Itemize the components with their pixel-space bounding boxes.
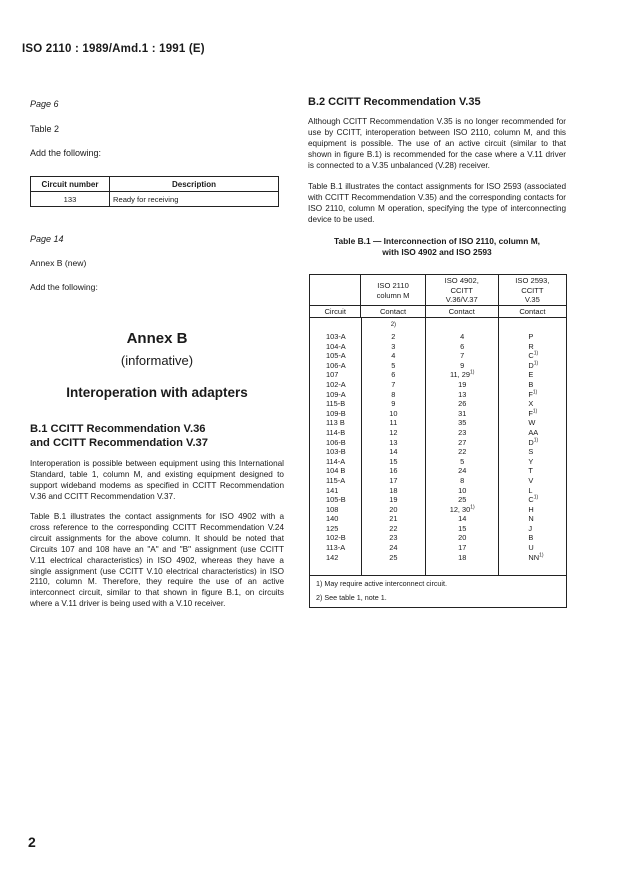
table-b1-iso2593-cell: X: [528, 399, 534, 409]
table-b1-iso2110-cell: 24: [389, 543, 398, 553]
table-b1-circuit-cell: 140: [326, 514, 339, 524]
table2-header-circuit: Circuit number: [31, 177, 110, 192]
table-b1-iso2110-cell: 21: [389, 514, 398, 524]
footnote-ref: 1): [470, 504, 475, 511]
table-b1-iso4902-cell: 17: [458, 543, 467, 553]
table-b1-iso2110-cell: 22: [389, 523, 398, 533]
table-b1-iso2110-cell: 10: [389, 408, 398, 418]
section-b1-heading-line1: B.1 CCITT Recommendation V.36: [30, 423, 206, 435]
table-b1-header-circuit-cell: [310, 275, 360, 317]
table-b1-header-iso2110: ISO 2110 column M: [376, 281, 410, 300]
table-b1-iso2593-cell: W: [528, 418, 536, 428]
document-header: ISO 2110 : 1989/Amd.1 : 1991 (E): [22, 43, 205, 55]
table-b1-iso4902-cell: 6: [460, 341, 465, 351]
table-b1-iso2110-cell: 17: [389, 475, 398, 485]
annex-subtitle: (informative): [120, 353, 194, 368]
table2-cell-description: Ready for receiving: [110, 192, 279, 207]
table-b1-title-line1: Table B.1 — Interconnection of ISO 2110, column M,: [334, 236, 540, 246]
table2-cell-circuit: 133: [31, 192, 110, 207]
table-b1-title: [308, 236, 566, 258]
b2-paragraph-1: Although CCITT Recommendation V.35 is no longer recommended for use by CCITT, interoperation between ISO 2110, column M, and this equipment is possible. The use of an active circuit (similar to that shown in figure B.1) is recommended for the case where a V.11 driver is connected to a V.35 unbalanced (V.28) receiver.: [308, 117, 566, 170]
table-b1-iso2593-cell: $F^{1)}$: [528, 389, 538, 399]
table-b1-iso2110-cell: 2: [391, 332, 396, 341]
table-b1-col-circuit: [310, 318, 361, 575]
table-b1-col-iso2593: [498, 318, 566, 575]
table-b1-iso2110-cell: 12: [389, 427, 398, 437]
table-b1-iso4902-cell: 20: [458, 533, 467, 543]
table-b1-iso2110-cell: 20: [389, 504, 398, 514]
table-b1-iso4902-cell: 7: [460, 351, 465, 361]
table-b1-iso2110-cell: 6: [391, 370, 396, 380]
table-b1-iso2593-cell: $F^{1)}$: [528, 408, 538, 418]
annex-title: Annex B: [126, 330, 188, 347]
table-b1-header-circuit: Circuit: [310, 305, 360, 317]
footnote-ref: 1): [533, 350, 539, 357]
table-b1-header-iso2110-cell: [360, 275, 424, 317]
footnote-ref: 1): [533, 494, 539, 501]
table-b1-iso2110-cell: 16: [389, 466, 398, 476]
table-b1-iso2593-cell: L: [528, 485, 533, 495]
table-b1-circuit-cell: 109-A: [326, 389, 346, 399]
table-b1-iso2593-cell: $C^{1)}$: [528, 494, 539, 505]
table-b1-iso2593-cell: B: [528, 533, 534, 543]
table-b1-circuit-cell: 114-A: [326, 456, 346, 466]
table-2: [30, 176, 279, 207]
table-b1-iso2110-cell: 13: [389, 437, 398, 447]
table-b1-iso4902-cell: 19: [458, 379, 467, 389]
table-b1-circuit-cell: 107: [326, 370, 339, 380]
table-b1-iso4902-cell: 24: [458, 466, 467, 476]
table-b1-iso2110-cell: 9: [391, 399, 396, 409]
table-b1-iso2593-cell: AA: [528, 427, 539, 437]
table-b1-iso2110-cell: 18: [389, 485, 398, 495]
table-b1-circuit-cell: 142: [326, 552, 339, 562]
table-b1-iso2110-cell: 4: [391, 351, 396, 361]
table-b1-header-iso4902: ISO 4902, CCITT V.36/V.37: [444, 276, 479, 304]
table-b1-header-contact-3: Contact: [499, 305, 566, 317]
table-b1-iso2110-cell: 7: [391, 379, 396, 389]
table-b1-iso2593-cell: E: [528, 370, 534, 380]
table-b1-iso4902-cell: 4: [460, 332, 465, 341]
table-b1-iso4902-cell: 23: [458, 427, 467, 437]
page-ref-6: Page 6: [30, 99, 59, 109]
table-b1-iso2593-cell: H: [528, 504, 534, 514]
table-b1-iso4902-cell: 10: [458, 485, 467, 495]
table-b1-iso2110-cell: 5: [391, 360, 396, 370]
table-b1-iso4902-cell: 5: [460, 456, 465, 466]
table-b1-col-iso4902: [425, 318, 498, 575]
table-b1-header-contact-1: Contact: [361, 305, 424, 317]
table-b1-iso2110-cell: 19: [389, 495, 398, 505]
table-b1-iso2593-cell: J: [528, 523, 533, 533]
table-b1-circuit-cell: 114-B: [326, 427, 346, 437]
table-b1-iso4902-cell: 11, 29$^{1)}$: [449, 369, 475, 380]
add-following-text: Add the following:: [30, 148, 102, 158]
footnote-ref: 1): [532, 408, 538, 415]
table-b1-iso2593-cell: R: [528, 341, 534, 351]
table-b1-title-line2: with ISO 4902 and ISO 2593: [382, 247, 492, 257]
table-b1-circuit-cell: 109-B: [326, 408, 346, 418]
table-b1-circuit-cell: 103-A: [326, 332, 346, 341]
table-b1-iso2593-cell: Y: [528, 456, 534, 466]
table-b1-circuit-cell: 105-B: [326, 495, 346, 505]
page-number: 2: [28, 834, 36, 850]
table-b1-iso4902-cell: 22: [458, 447, 467, 457]
table-b1-iso2110-cell: 11: [389, 418, 398, 428]
table-b1-iso2110-cell: 25: [389, 552, 398, 562]
table-b1-circuit-cell: 115-B: [326, 399, 346, 409]
table-b1-note-2: 2) See table 1, note 1.: [316, 593, 387, 602]
table-b1-iso2110-cell: 3: [391, 341, 396, 351]
b2-paragraph-2: Table B.1 illustrates the contact assignments for ISO 2593 (associated with CCITT Recommendation V.35) and the corresponding contacts for ISO 2110, column M operation, specifying the type of interconnecting device to be used.: [308, 182, 566, 224]
table-b1-header-iso2593-cell: [498, 275, 566, 317]
table-b1-iso2110-cell: 23: [389, 533, 398, 543]
table-b1-iso4902-cell: 15: [458, 523, 467, 533]
table-b1-body: [310, 318, 566, 576]
page-ref-14: Page 14: [30, 234, 64, 244]
footnote-ref: 1): [533, 437, 539, 444]
table-b1-iso4902-cell: 35: [458, 418, 467, 428]
table-b1-circuit-cell: 104 B: [326, 466, 346, 476]
table-b1-iso4902-cell: 27: [458, 437, 467, 447]
table-b1-iso2593-cell: T: [528, 466, 533, 476]
table-b1-col-iso2110-values: [362, 332, 425, 562]
footnote-ref: 1): [469, 369, 475, 376]
b1-paragraph-1: Interoperation is possible between equipment using this International Standard, table 1, column M, and existing equipment designed to support wideband modems as specified in CCITT Recommendation V.36 and CCITT Recommendation V.37.: [30, 459, 284, 501]
table-b1-circuit-cell: 103-B: [326, 447, 346, 457]
section-b1-heading: [30, 422, 284, 450]
table2-header-description: Description: [110, 177, 279, 192]
table-b1-iso2110-cell: 8: [391, 389, 396, 399]
table-b1-circuit-cell: 104-A: [326, 341, 346, 351]
table-b1-header-iso4902-cell: [425, 275, 498, 317]
table-b1-iso2593-cell: NN$^{1)}$: [528, 552, 544, 562]
footnote-ref: 1): [532, 389, 538, 396]
table-b1-header-iso2593: ISO 2593, CCITT V.35: [515, 276, 550, 304]
table-b1-iso2593-cell: B: [528, 379, 534, 389]
table-b1-iso2593-cell: P: [528, 332, 534, 341]
annex-new-label: Annex B (new): [30, 258, 87, 268]
table-b1-circuit-cell: 141: [326, 485, 339, 495]
table-b1-header: [310, 275, 566, 318]
table-b1-iso2110-cell: 14: [389, 447, 398, 457]
table-b1-iso2110-cell: 15: [389, 456, 398, 466]
b1-paragraph-2: Table B.1 illustrates the contact assignments for ISO 4902 with a cross reference to the corresponding CCITT Recommendation V.24 circuit assignments for the above column. It should be noted that Circuits 107 and 108 have an "A" and "B" assignment (use CCITT V.11 electrical characteristics) in ISO 4902, whereas they have a single assignment (use CCITT V.10 electrical characteristics) in ISO 2110, column M. Therefore, they require the use of an active interconnect circuit, similar to that shown in figure B.1, on circuits where a V.11 driver is being used with a V.10 receiver.: [30, 512, 284, 609]
footnote-ref: 1): [533, 360, 539, 367]
table-b1-circuit-cell: 113-A: [326, 543, 346, 553]
table-b1-iso4902-cell: 26: [458, 399, 467, 409]
table-b1-iso4902-cell: 9: [460, 360, 465, 370]
table-b1-circuit-cell: 102-A: [326, 379, 346, 389]
section-b1-heading-line2: and CCITT Recommendation V.37: [30, 437, 208, 449]
table-b1-iso4902-cell: 12, 30$^{1)}$: [449, 504, 475, 514]
table-b1-iso2593-cell: $D^{1)}$: [528, 360, 539, 370]
table-b1-circuit-cell: 102-B: [326, 533, 346, 543]
table-b1-circuit-cell: 106-A: [326, 360, 346, 370]
table-b1-iso4902-cell: 8: [460, 475, 465, 485]
table-b1-iso2593-cell: N: [528, 514, 534, 524]
footnote-ref: 1): [539, 552, 544, 559]
table-b1-iso4902-cell: 25: [458, 495, 467, 505]
table-b1-iso4902-cell: 13: [458, 389, 467, 399]
add-following-text-2: Add the following:: [30, 282, 98, 292]
annex-heading: Interoperation with adapters: [66, 385, 248, 400]
table-b1-iso4902-cell: 14: [458, 514, 467, 524]
table-b1-header-contact-2: Contact: [426, 305, 498, 317]
table-b1-iso2593-cell: V: [528, 475, 534, 485]
table2-label: Table 2: [30, 124, 60, 134]
table-b1-iso2593-cell: U: [528, 543, 534, 553]
table-b1-note-mark: 2): [390, 322, 397, 328]
table-b1-col-iso2110: [361, 318, 425, 575]
table-b1-iso2593-cell: $C^{1)}$: [528, 350, 539, 361]
table-b1-iso4902-cell: 18: [458, 552, 467, 562]
table-b1-circuit-cell: 108: [326, 504, 339, 514]
table-b1: [309, 274, 567, 608]
table-b1-circuit-cell: 105-A: [326, 351, 346, 361]
table-b1-circuit-cell: 106-B: [326, 437, 346, 447]
table-b1-note-1: 1) May require active interconnect circuit.: [316, 579, 448, 588]
table-b1-iso4902-cell: 31: [458, 408, 467, 418]
table-b1-iso2593-cell: S: [528, 447, 534, 457]
table-b1-circuit-cell: 115-A: [326, 475, 346, 485]
table-b1-notes: [310, 576, 566, 607]
table-b1-circuit-cell: 125: [326, 523, 339, 533]
table-b1-iso2593-cell: $D^{1)}$: [528, 437, 539, 447]
section-b2-heading: B.2 CCITT Recommendation V.35: [308, 96, 481, 108]
table-b1-circuit-cell: 113 B: [326, 418, 345, 428]
